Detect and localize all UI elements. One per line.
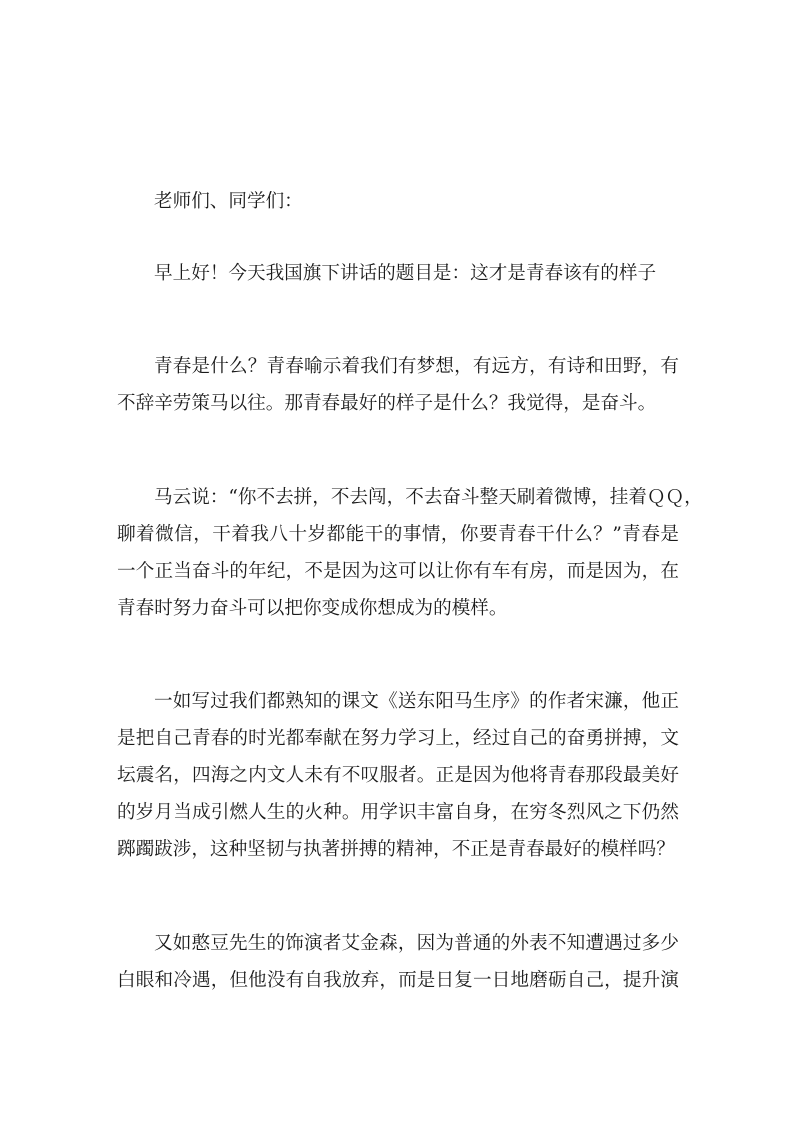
paragraph-line: 青春时努力奋斗可以把你变成你想成为的模样。 bbox=[117, 598, 508, 619]
paragraph-line: 青春是什么？青春喻示着我们有梦想，有远方，有诗和田野，有 bbox=[154, 356, 679, 377]
paragraph-line: 又如憨豆先生的饰演者艾金森，因为普通的外表不知遭遇过多少 bbox=[154, 933, 679, 954]
paragraph-line: 不辞辛劳策马以往。那青春最好的样子是什么？我觉得，是奋斗。 bbox=[117, 393, 657, 414]
paragraph-line: 聊着微信，干着我八十岁都能干的事情，你要青春干什么？”青春是 bbox=[117, 524, 679, 545]
greeting-line: 老师们、同学们： bbox=[154, 191, 303, 212]
paragraph-line: 坛震名，四海之内文人未有不叹服者。正是因为他将青春那段最美好 bbox=[117, 765, 679, 786]
opening-line: 早上好！今天我国旗下讲话的题目是：这才是青春该有的样子 bbox=[154, 263, 657, 284]
paragraph-line: 一个正当奋斗的年纪，不是因为这可以让你有车有房，而是因为，在 bbox=[117, 561, 679, 582]
paragraph-line: 踯躅跋涉，这种坚韧与执著拼搏的精神，不正是青春最好的模样吗？ bbox=[117, 839, 675, 860]
paragraph-line: 一如写过我们都熟知的课文《送东阳马生序》的作者宋濂，他正 bbox=[154, 691, 679, 712]
paragraph-line: 马云说：“你不去拼，不去闯，不去奋斗整天刷着微博，挂着ＱＱ， bbox=[154, 487, 703, 508]
paragraph-line: 是把自己青春的时光都奉献在努力学习上，经过自己的奋勇拼搏，文 bbox=[117, 728, 679, 749]
paragraph-line: 的岁月当成引燃人生的火种。用学识丰富自身，在穷冬烈风之下仍然 bbox=[117, 802, 679, 823]
paragraph-line: 白眼和冷遇，但他没有自我放弃，而是日复一日地磨砺自己，提升演 bbox=[117, 970, 679, 991]
